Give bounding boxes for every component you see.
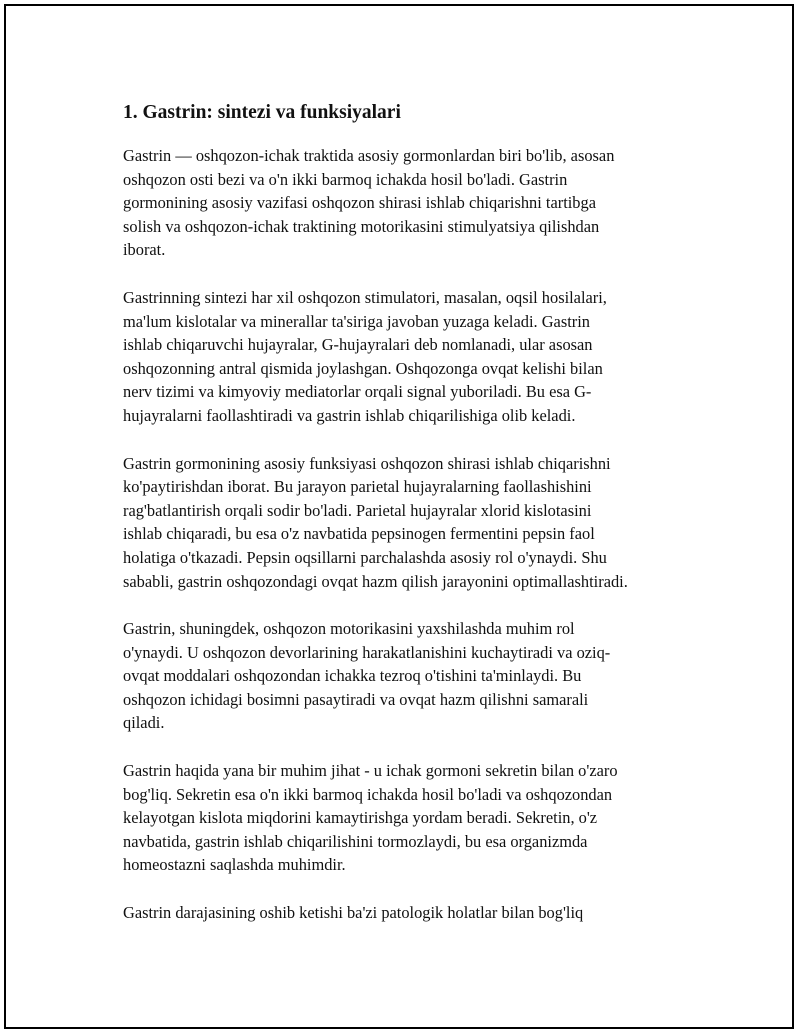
text-line: Gastrin darajasining oshib ketishi ba'zi patologik holatlar bilan bog'liq [123,903,584,923]
text-line: bog'liq. Sekretin esa o'n ikki barmoq ichakda hosil bo'ladi va oshqozondan [123,784,613,804]
text-line: oshqozon osti bezi va o'n ikki barmoq ichakda hosil bo'ladi. Gastrin [123,169,568,189]
paragraph-6 [123,901,693,925]
document-title: 1. Gastrin: sintezi va funksiyalari [123,102,401,123]
text-line: ma'lum kislotalar va minerallar ta'siriga javoban yuzaga keladi. Gastrin [123,311,590,331]
text-line: Gastrin, shuningdek, oshqozon motorikasini yaxshilashda muhim rol [123,619,575,639]
text-line: Gastrinning sintezi har xil oshqozon stimulatori, masalan, oqsil hosilalari, [123,287,607,307]
text-line: oshqozonning antral qismida joylashgan. Oshqozonga ovqat kelishi bilan [123,358,603,378]
page-frame [4,4,794,1029]
paragraph-3 [123,452,693,594]
text-line: Gastrin — oshqozon-ichak traktida asosiy gormonlardan biri bo'lib, asosan [123,146,615,165]
text-line: nerv tizimi va kimyoviy mediatorlar orqali signal yuboriladi. Bu esa G- [123,382,592,402]
text-line: hujayralarni faollashtiradi va gastrin ishlab chiqarilishiga olib keladi. [123,405,576,425]
text-line: qiladi. [123,713,165,733]
text-line: rag'batlantirish orqali sodir bo'ladi. Parietal hujayralar xlorid kislotasini [123,500,592,520]
text-line: ovqat moddalari oshqozondan ichakka tezroq o'tishini ta'minlaydi. Bu [123,666,582,686]
text-line: homeostazni saqlashda muhimdir. [123,855,346,875]
text-line: solish va oshqozon-ichak traktining motorikasini stimulyatsiya qilishdan [123,216,600,236]
paragraph-2 [123,286,693,428]
text-line: ishlab chiqaradi, bu esa o'z navbatida pepsinogen fermentini pepsin faol [123,524,595,544]
paragraph-4 [123,617,693,735]
paragraph-1 [123,144,693,262]
text-line: holatiga o'tkazadi. Pepsin oqsillarni parchalashda asosiy rol o'ynaydi. Shu [123,547,607,567]
text-line: kelayotgan kislota miqdorini kamaytirishga yordam beradi. Sekretin, o'z [123,808,598,828]
text-line: o'ynaydi. U oshqozon devorlarining harakatlanishini kuchaytiradi va oziq- [123,642,611,662]
text-line: ishlab chiqaruvchi hujayralar, G-hujayralari deb nomlanadi, ular asosan [123,335,593,355]
paragraph-5 [123,759,693,877]
text-line: oshqozon ichidagi bosimni pasaytiradi va ovqat hazm qilishni samarali [123,689,589,709]
text-line: iborat. [123,240,166,260]
page-content [123,98,693,949]
text-line: ko'paytirishdan iborat. Bu jarayon parietal hujayralarning faollashishini [123,477,592,497]
text-line: gormonining asosiy vazifasi oshqozon shirasi ishlab chiqarishni tartibga [123,193,596,213]
text-line: navbatida, gastrin ishlab chiqarilishini tormozlaydi, bu esa organizmda [123,831,588,851]
text-line: sababli, gastrin oshqozondagi ovqat hazm qilish jarayonini optimallashtiradi. [123,571,628,591]
text-line: Gastrin gormonining asosiy funksiyasi oshqozon shirasi ishlab chiqarishni [123,453,611,473]
text-line: Gastrin haqida yana bir muhim jihat - u ichak gormoni sekretin bilan o'zaro [123,761,618,781]
